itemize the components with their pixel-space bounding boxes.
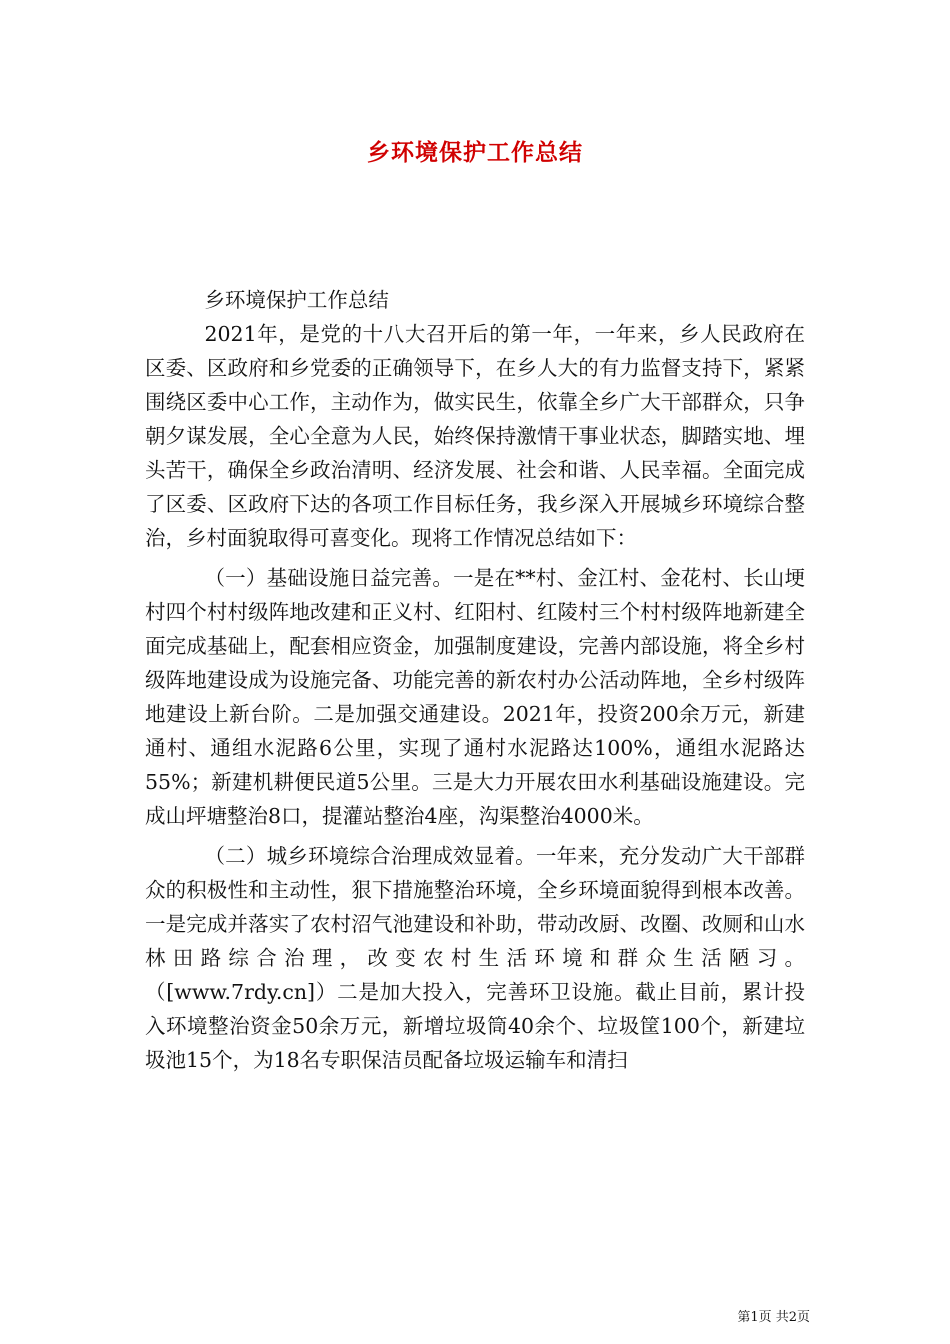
paragraph-infrastructure: （一）基础设施日益完善。一是在**村、金江村、金花村、长山埂村四个村村级阵地改建和正义村、红阳村、红陵村三个村村级阵地新建全面完成基础上，配套相应资金，加强制度建设，完善内部设施，将全乡村级阵地建设成为设施完备、功能完善的新农村办公活动阵地，全乡村级阵地建设上新台阶。二是加强交通建设。2021年，投资200余万元，新建通村、通组水泥路6公里，实现了通村水泥路达100%，通组水泥路达55%；新建机耕便民道5公里。三是大力开展农田水利基础设施建设。完成山坪塘整治8口，提灌站整治4座，沟渠整治4000米。: [145, 566, 805, 828]
paragraph-environment: （二）城乡环境综合治理成效显着。一年来，充分发动广大干部群众的积极性和主动性，狠下措施整治环境，全乡环境面貌得到根本改善。一是完成并落实了农村沼气池建设和补助，带动改厨、改圈、改厕和山水林田路综合治理，改变农村生活环境和群众生活陋习。（[www.7rdy.cn]）二是加大投入，完善环卫设施。截止目前，累计投入环境整治资金50余万元，新增垃圾筒40余个、垃圾筐100个，新建垃圾池15个，为18名专职保洁员配备垃圾运输车和清扫: [145, 844, 805, 1072]
page-number: 第1页 共2页: [737, 1310, 810, 1325]
document-title: 乡环境保护工作总结: [367, 139, 583, 166]
body-subtitle: 乡环境保护工作总结: [204, 288, 389, 312]
document-body: [145, 283, 805, 1077]
paragraph-intro: 2021年，是党的十八大召开后的第一年，一年来，乡人民政府在区委、区政府和乡党委的正确领导下，在乡人大的有力监督支持下，紧紧围绕区委中心工作，主动作为，做实民生，依靠全乡广大干部群众，只争朝夕谋发展，全心全意为人民，始终保持激情干事业状态，脚踏实地、埋头苦干，确保全乡政治清明、经济发展、社会和谐、人民幸福。全面完成了区委、区政府下达的各项工作目标任务，我乡深入开展城乡环境综合整治，乡村面貌取得可喜变化。现将工作情况总结如下：: [145, 322, 805, 550]
